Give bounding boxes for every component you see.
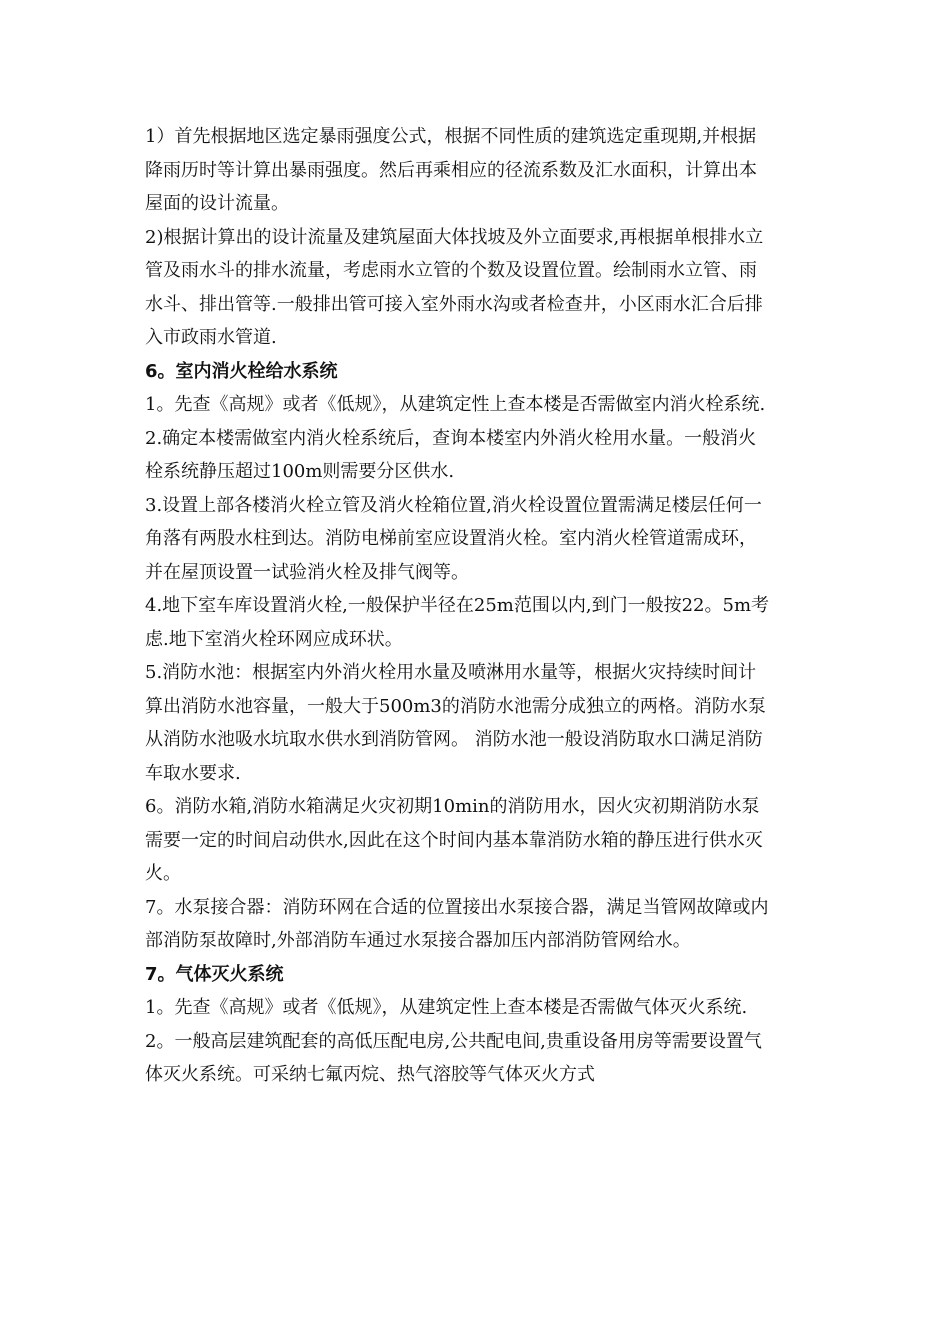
text-line: 5.消防水池：根据室内外消火栓用水量及喷淋用水量等，根据火灾持续时间计: [145, 662, 757, 683]
text-line: 3.设置上部各楼消火栓立管及消火栓箱位置,消火栓设置位置需满足楼层任何一: [145, 494, 762, 516]
text-line: 车取水要求.: [145, 762, 241, 784]
text-line: 降雨历时等计算出暴雨强度。然后再乘相应的径流系数及汇水面积，计算出本: [145, 159, 757, 181]
text-line: 体灭火系统。可采纳七氟丙烷、热气溶胶等气体灭火方式: [145, 1064, 595, 1085]
text-line: 需要一定的时间启动供水,因此在这个时间内基本靠消防水箱的静压进行供水灭: [145, 829, 763, 851]
section-heading: 6。室内消火栓给水系统: [145, 360, 338, 382]
text-line: 火。: [145, 863, 181, 884]
text-line: 部消防泵故障时,外部消防车通过水泵接合器加压内部消防管网给水。: [145, 930, 691, 951]
section-heading: 7。气体灭火系统: [145, 963, 284, 985]
text-line: 入市政雨水管道.: [145, 327, 277, 348]
text-line: 4.地下室车库设置消火栓,一般保护半径在25m范围以内,到门一般按22。5m考: [145, 595, 770, 616]
text-line: 1。先查《高规》或者《低规》，从建筑定性上查本楼是否需做气体灭火系统.: [145, 997, 748, 1018]
text-line: 1）首先根据地区选定暴雨强度公式，根据不同性质的建筑选定重现期,并根据: [145, 126, 757, 147]
text-line: 水斗、排出管等.一般排出管可接入室外雨水沟或者检查井，小区雨水汇合后排: [145, 293, 763, 315]
text-line: 2。一般高层建筑配套的高低压配电房,公共配电间,贵重设备用房等需要设置气: [145, 1030, 762, 1052]
text-line: 并在屋顶设置一试验消火栓及排气阀等。: [145, 561, 469, 583]
text-line: 从消防水池吸水坑取水供水到消防管网。 消防水池一般设消防取水口满足消防: [145, 729, 763, 750]
text-line: 栓系统静压超过100m则需要分区供水.: [145, 461, 455, 482]
text-line: 算出消防水池容量，一般大于500m3的消防水池需分成独立的两格。消防水泵: [145, 695, 766, 717]
text-line: 屋面的设计流量。: [145, 193, 289, 214]
text-line: 角落有两股水柱到达。消防电梯前室应设置消火栓。室内消火栓管道需成环，: [145, 528, 757, 549]
text-line: 7。水泵接合器：消防环网在合适的位置接出水泵接合器，满足当管网故障或内: [145, 896, 769, 918]
text-line: 2.确定本楼需做室内消火栓系统后，查询本楼室内外消火栓用水量。一般消火: [145, 427, 757, 449]
document-page: [145, 120, 825, 1092]
text-line: 6。消防水箱,消防水箱满足火灾初期10min的消防用水，因火灾初期消防水泵: [145, 796, 760, 817]
text-line: 管及雨水斗的排水流量，考虑雨水立管的个数及设置位置。绘制雨水立管、雨: [145, 260, 757, 281]
text-line: 2)根据计算出的设计流量及建筑屋面大体找坡及外立面要求,再根据单根排水立: [145, 226, 764, 248]
text-line: 虑.地下室消火栓环网应成环状。: [145, 628, 403, 650]
text-line: 1。先查《高规》或者《低规》，从建筑定性上查本楼是否需做室内消火栓系统.: [145, 394, 766, 415]
